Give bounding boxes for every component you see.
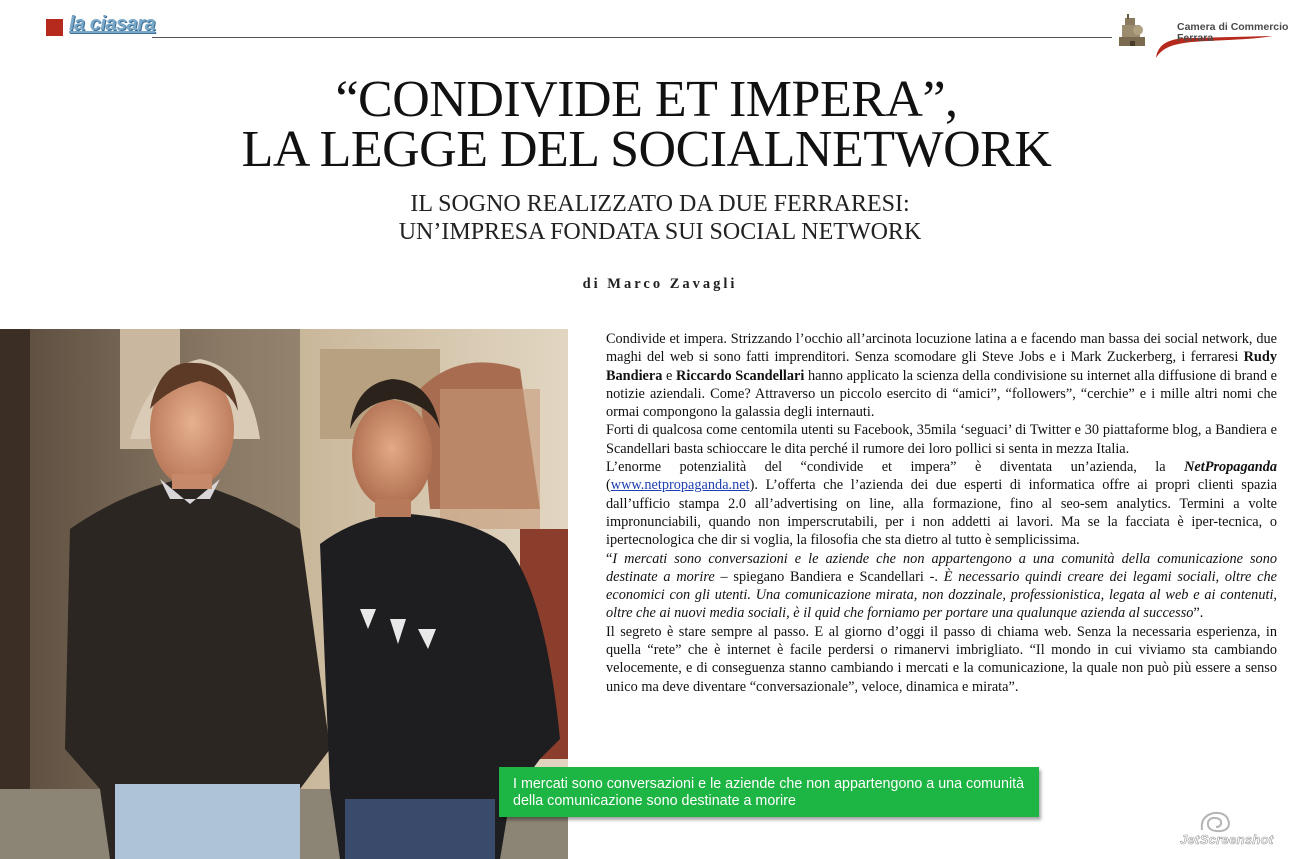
watermark: JetScreenshot [1180, 832, 1274, 847]
paragraph-4: “I mercati sono conversazioni e le aziende che non appartengono a una comunità della comunicazione sono destinate a morire – spiegano Bandiera e Scandellari -. È necessario quindi creare dei legami sociali, oltre che economici con gli utenti. Una comunicazione mirata, non dozzinale, professionistica, legata al web e ai contenuti, oltre che ai nuovi media sociali, è il quid che forniamo per portare una qualunque azienda al successo”. [606, 550, 1277, 622]
title-line1: “CONDIVIDE ET IMPERA”, [335, 71, 958, 128]
chamber-emblem-icon [1116, 14, 1150, 50]
quote-part-1: I mercati sono conversazioni e le aziende che non appartengono a una comunità della comunicazione sono destinate a morire [606, 550, 1277, 585]
logo-line1: Camera di Commercio [1177, 21, 1289, 33]
company-name: NetPropaganda [1184, 459, 1277, 476]
chamber-logo-text [1177, 22, 1288, 44]
article-subtitle [0, 190, 1293, 246]
article-body [606, 330, 1277, 696]
quote-part-2: È necessario quindi creare dei legami sociali, oltre che economici con gli utenti. Una comunicazione mirata, non dozzinale, professionistica, legata al web e ai contenuti, oltre che ai nuovi media sociali, è il quid che forniamo per portare una qualunque azienda al successo [606, 568, 1277, 622]
page-header [0, 0, 1293, 50]
header-rule [152, 37, 1112, 38]
subtitle-line1: IL SOGNO REALIZZATO DA DUE FERRARESI: [410, 191, 910, 217]
byline: di Marco Zavagli [582, 276, 738, 292]
person-name: Riccardo Scandellari [676, 367, 805, 384]
title-line2: LA LEGGE DEL SOCIALNETWORK [241, 121, 1052, 178]
section-marker [46, 19, 63, 36]
section-label: la ciasara [69, 13, 156, 35]
snail-watermark-icon [1198, 808, 1234, 834]
subtitle-line2: UN’IMPRESA FONDATA SUI SOCIAL NETWORK [398, 219, 922, 245]
paragraph-5: Il segreto è stare sempre al passo. E al giorno d’oggi il passo di chiama web. Senza la necessaria esperienza, in quella “rete” che è internet è facile perdersi o rimanervi imbrigliato. “Il mondo in cui viviamo sta cambiando velocemente, e di conseguenza stanno cambiando i mercati e la comunicazione, la quale non può più essere a senso unico ma deve diventare “conversazionale”, veloce, dinamica e mirata”. [606, 623, 1277, 695]
pullquote-text: I mercati sono conversazioni e le aziende che non appartengono a una comunità della comunicazione sono destinate a morire [513, 776, 1025, 809]
founders-photo [0, 329, 568, 859]
paragraph-3: L’enorme potenzialità del “condivide et impera” è diventata un’azienda, la NetPropaganda (www.netpropaganda.net). L’offerta che l’azienda dei due esperti di informatica offre ai propri clienti spazia dall’ufficio stampa 2.0 all’advertising on line, alla formazione, fino al seo-sem analytics. Termini a volte impronunciabili, quando non imperscrutabili, per i non addetti ai lavori. Ma se la facciata è iper-tecnica, o ipertecnologica che dir si voglia, la filosofia che sta dietro al tutto è semplicissima. [606, 459, 1277, 549]
paragraph-2: Forti di qualcosa come centomila utenti su Facebook, 35mila ‘seguaci’ di Twitter e 30 piattaforme blog, a Bandiera e Scandellari basta schioccare le dita perché il rumore dei loro pollici si senta in mezza Italia. [606, 422, 1277, 457]
company-website-link[interactable]: www.netpropaganda.net [610, 477, 750, 494]
logo-line2: Ferrara [1177, 32, 1214, 44]
person-name: Rudy Bandiera [606, 349, 1277, 384]
paragraph-1: Condivide et impera. Strizzando l’occhio all’arcinota locuzione latina a e facendo man bassa dei social network, due maghi del web si sono fatti imprenditori. Senza scomodare gli Steve Jobs e i Mark Zuckerberg, i ferraresi Rudy Bandiera e Riccardo Scandellari hanno applicato la scienza della condivisione su internet alla diffusione di brand e notizie aziendali. Come? Attraverso un piccolo esercito di “amici”, “followers”, “cerchie” e i mille altri nomi che ormai compongono la galassia degli internauti. [606, 331, 1277, 421]
article-title [0, 71, 1293, 178]
